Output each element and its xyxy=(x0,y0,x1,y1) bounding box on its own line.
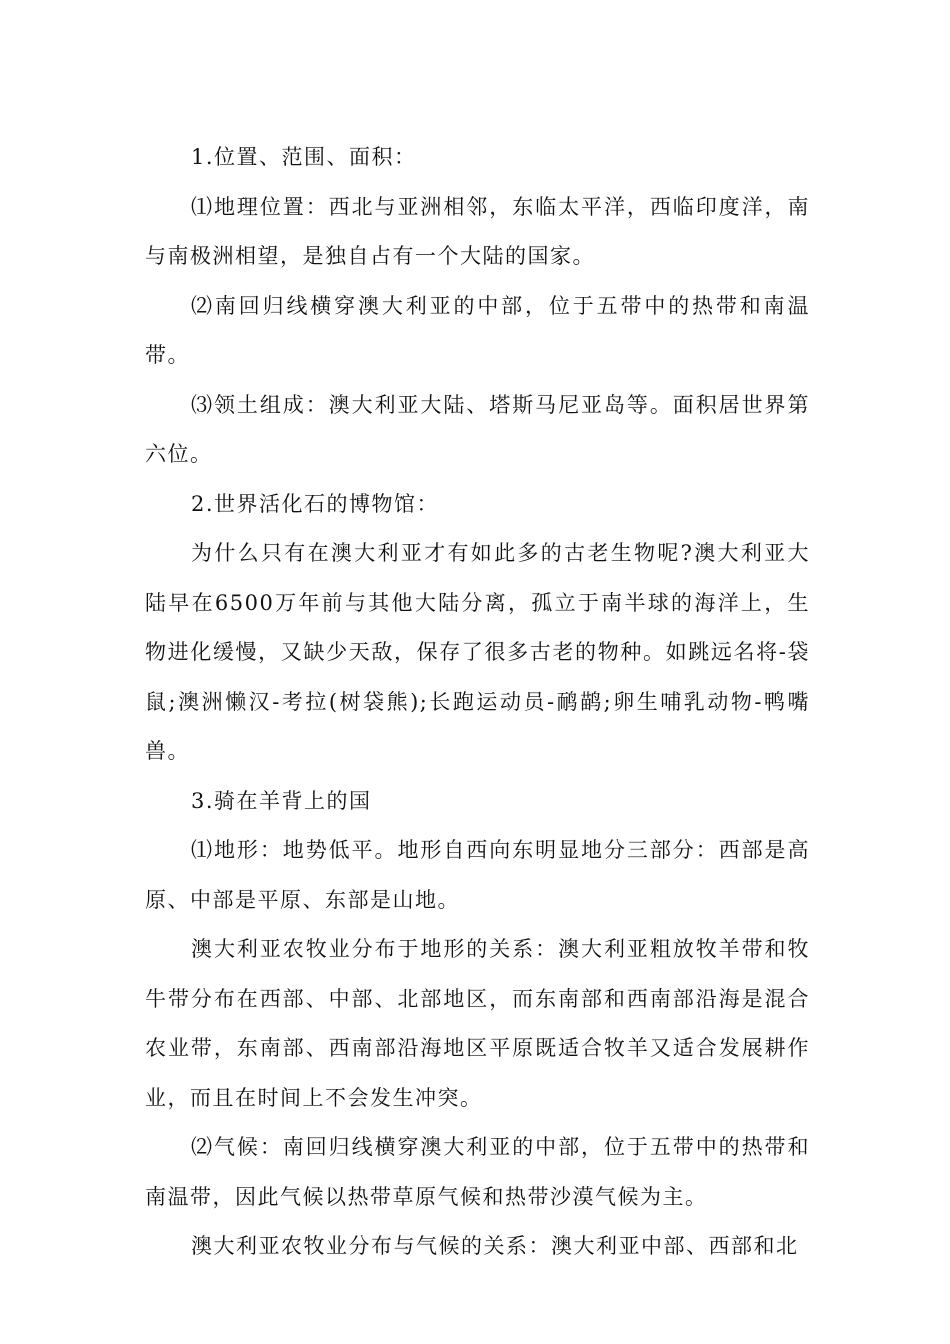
section-heading-living-fossils: 2.世界活化石的博物馆： xyxy=(191,491,440,516)
section-heading-location: 1.位置、范围、面积： xyxy=(191,145,417,169)
document-page xyxy=(145,133,810,1272)
paragraph-climate: ⑵气候：南回归线横穿澳大利亚的中部，位于五带中的热带和南温带，因此气候以热带草原气候和热带沙漠气候为主。 xyxy=(145,1135,810,1209)
section-heading-sheep-country: 3.骑在羊背上的国 xyxy=(191,788,372,813)
paragraph-agriculture-climate: 澳大利亚农牧业分布与气候的关系：澳大利亚中部、西部和北 xyxy=(191,1234,799,1258)
paragraph-terrain: ⑴地形：地势低平。地形自西向东明显地分三部分：西部是高原、中部是平原、东部是山地。 xyxy=(145,838,810,912)
paragraph-agriculture-terrain: 澳大利亚农牧业分布于地形的关系：澳大利亚粗放牧羊带和牧牛带分布在西部、中部、北部地区，而东南部和西南部沿海是混合农业带，东南部、西南部沿海地区平原既适合牧羊又适合发展耕作业，而且在时间上不会发生冲突。 xyxy=(145,937,810,1110)
paragraph-territory: ⑶领土组成：澳大利亚大陆、塔斯马尼亚岛等。面积居世界第六位。 xyxy=(145,392,810,466)
paragraph-tropic-of-capricorn: ⑵南回归线横穿澳大利亚的中部，位于五带中的热带和南温带。 xyxy=(145,293,810,367)
paragraph-ancient-species: 为什么只有在澳大利亚才有如此多的古老生物呢?澳大利亚大陆早在6500万年前与其他大陆分离，孤立于南半球的海洋上，生物进化缓慢，又缺少天敌，保存了很多古老的物种。如跳远名将-袋鼠;澳洲懒汉-考拉(树袋熊);长跑运动员-鸸鹋;卵生哺乳动物-鸭嘴兽。 xyxy=(145,541,810,763)
paragraph-geographic-position: ⑴地理位置：西北与亚洲相邻，东临太平洋，西临印度洋，南与南极洲相望，是独自占有一个大陆的国家。 xyxy=(145,194,810,268)
